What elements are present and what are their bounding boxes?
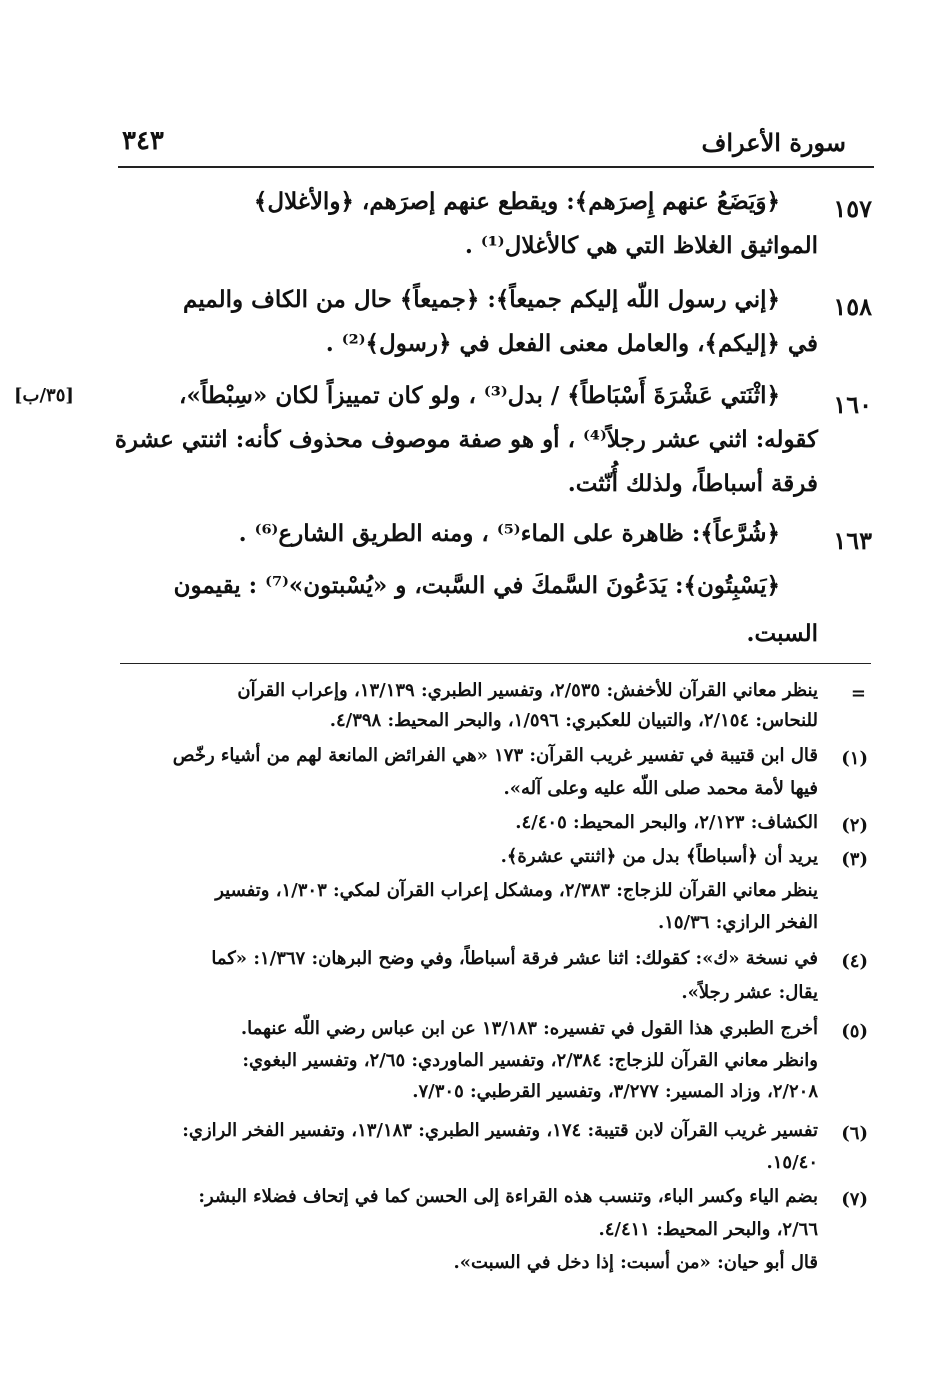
verse-line: كقوله: اثني عشر رجلاً⁽⁴⁾ ، أو هو صفة موصوف محذوف كأنه: اثنتي عشرة (114, 426, 818, 453)
footnote-marker: (٦) (841, 1123, 868, 1144)
footnote-line: وانظر معاني القرآن للزجاج: ٢/٣٨٤، وتفسير الماوردي: ٢/٦٥، وتفسير البغوي: (242, 1050, 818, 1071)
verse-number: ١٦٠ (833, 390, 872, 419)
footnote-divider (120, 663, 871, 664)
verse-line: السبت. (746, 620, 818, 647)
verse-line: ﴿وَيَضَعُ عنهم إِصرَهم﴾: ويقطع عنهم إصرَهم، ﴿والأغلال﴾ (253, 188, 780, 215)
footnote-line: ١٥/٤٠. (766, 1152, 818, 1173)
footnote-marker: = (850, 683, 866, 704)
footnote-line: قال أبو حيان: «من أسبت: إذا دخل في السبت». (453, 1252, 818, 1273)
footnote-marker: (٢) (841, 815, 868, 836)
footnote-marker: (١) (841, 748, 868, 769)
footnote-marker: (٥) (841, 1021, 868, 1042)
footnote-marker: (٣) (841, 849, 868, 870)
footnote-line: يقال: عشر رجلاً». (681, 982, 818, 1003)
verse-line: ﴿شُرَّعاً﴾: ظاهرة على الماء⁽⁵⁾ ، ومنه الطريق الشارع⁽⁶⁾ . (238, 520, 780, 547)
header-divider (118, 166, 874, 168)
footnote-line: الفخر الرازي: ١٥/٣٦. (657, 912, 818, 933)
verse-number: ١٦٣ (833, 526, 872, 555)
verse-line: ﴿إني رسول اللّه إليكم جميعاً﴾: ﴿جميعاً﴾ حال من الكاف والميم (183, 286, 780, 313)
footnote-line: قال ابن قتيبة في تفسير غريب القرآن: ١٧٣ «هي الفرائض المانعة لهم من أشياء رخّص (172, 745, 818, 766)
surah-title: سورة الأعراف (701, 128, 846, 157)
footnote-line: تفسير غريب القرآن لابن قتيبة: ١٧٤، وتفسير الطبري: ١٣/١٨٣، وتفسير الفخر الرازي: (182, 1120, 818, 1141)
footnote-marker: (٤) (841, 951, 868, 972)
verse-line: فرقة أسباطاً، ولذلك أُنّثت. (567, 470, 818, 497)
footnote-line: للنحاس: ٢/١٥٤، والتبيان للعكبري: ١/٥٩٦، والبحر المحيط: ٤/٣٩٨. (329, 710, 818, 731)
footnote-line: ٢/٢٠٨، وزاد المسير: ٣/٢٧٧، وتفسير القرطبي: ٧/٣٠٥. (412, 1081, 818, 1102)
verse-number: ١٥٨ (833, 292, 872, 321)
footnote-line: فيها لأمة محمد صلى اللّه عليه وعلى آله». (503, 778, 818, 799)
footnote-line: ٢/٦٦، والبحر المحيط: ٤/٤١١. (598, 1219, 818, 1240)
footnote-line: الكشاف: ٢/١٢٣، والبحر المحيط: ٤/٤٠٥. (515, 812, 818, 833)
verse-number: ١٥٧ (833, 194, 872, 223)
footnote-line: يريد أن ﴿أسباطاً﴾ بدل من ﴿اثنتي عشرة﴾. (500, 846, 818, 867)
footnote-line: ينظر معاني القرآن للزجاج: ٢/٣٨٣، ومشكل إعراب القرآن لمكي: ١/٣٠٣، وتفسير (215, 880, 818, 901)
footnote-marker: (٧) (841, 1189, 868, 1210)
verse-line: المواثيق الغلاظ التي هي كالأغلال⁽¹⁾ . (464, 232, 818, 259)
footnote-line: أخرج الطبري هذا القول في تفسيره: ١٣/١٨٣ عن ابن عباس رضي اللّه عنهما. (240, 1018, 818, 1039)
verse-line: في ﴿إليكم﴾، والعامل معنى الفعل في ﴿رسول﴾⁽²⁾ . (325, 330, 818, 357)
footnote-line: بضم الياء وكسر الباء، وتنسب هذه القراءة إلى الحسن كما في إتحاف فضلاء البشر: (198, 1186, 818, 1207)
footnote-line: ينظر معاني القرآن للأخفش: ٢/٥٣٥، وتفسير الطبري: ١٣/١٣٩، وإعراب القرآن (237, 680, 818, 701)
manuscript-folio-marker: [٣٥/ب] (14, 385, 74, 406)
footnote-line: في نسخة «ك»: كقولك: اثنا عشر فرقة أسباطاً، وفي وضح البرهان: ١/٣٦٧: «كما (211, 948, 818, 969)
page-number: ٣٤٣ (122, 126, 164, 156)
verse-line: ﴿اثْنَتي عَشْرَةَ أَسْبَاطاً﴾ / بدل⁽³⁾ ، ولو كان تمييزاً لكان «سِبْطاً»، (179, 382, 780, 409)
verse-line: ﴿يَسْبِتُون﴾: يَدَعُونَ السَّمكَ في السَّبت، و «يُسْبتون»⁽⁷⁾ : يقيمون (173, 572, 780, 599)
